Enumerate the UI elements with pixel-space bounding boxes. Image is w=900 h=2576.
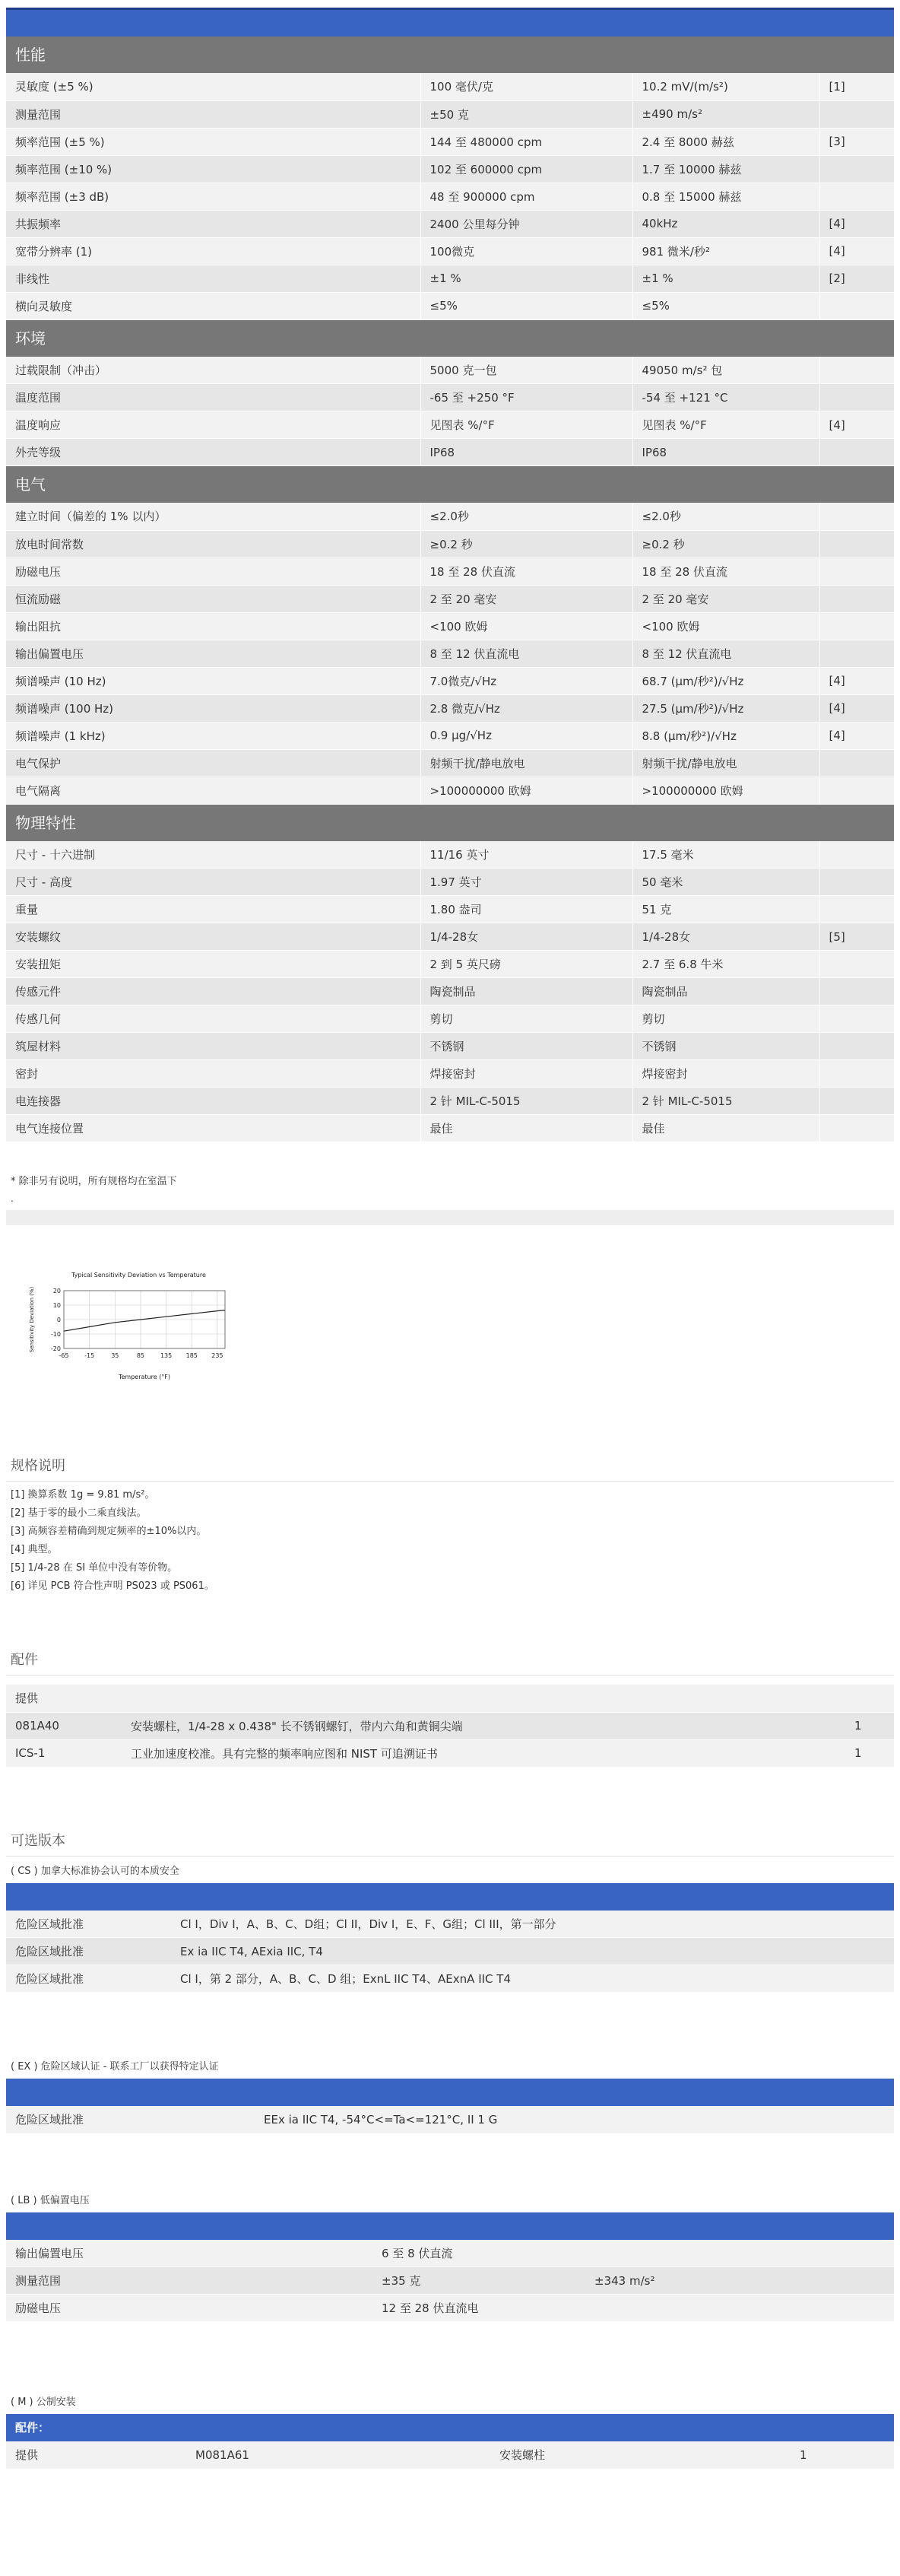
spec-row <box>6 183 894 210</box>
spec-cell: 10.2 mV/(m/s²) <box>632 73 819 100</box>
spec-cell: 最佳 <box>632 1115 819 1142</box>
spec-cell: 安装扭矩 <box>6 951 420 978</box>
spec-cell: 不锈钢 <box>632 1033 819 1060</box>
ex-cell: 危险区域批准 <box>6 2106 255 2133</box>
m-table <box>6 2441 894 2470</box>
spec-cell <box>819 155 894 183</box>
spec-cell <box>819 503 894 530</box>
chart-xtick-label: 135 <box>160 1352 173 1359</box>
spec-cell: 2 针 MIL-C-5015 <box>632 1088 819 1115</box>
ex-bar <box>6 2079 894 2106</box>
spec-row <box>6 384 894 411</box>
spec-cell: 不锈钢 <box>420 1033 632 1060</box>
spec-cell: ≤2.0秒 <box>420 503 632 530</box>
spec-cell: 安装螺纹 <box>6 923 420 951</box>
chart-ylabel: Sensitivity Deviation (%) <box>29 1286 35 1353</box>
spec-note-item: [3] 高频容差精确到规定频率的±10%以内。 <box>11 1526 207 1537</box>
cs-row <box>6 1911 894 1938</box>
section-header: 电气 <box>6 466 894 503</box>
spec-cell: 电气保护 <box>6 749 420 777</box>
spec-cell <box>819 1115 894 1142</box>
spec-cell: IP68 <box>632 439 819 466</box>
spec-cell: 68.7 (μm/秒²)/√Hz <box>632 667 819 694</box>
chart-ytick-label: -20 <box>50 1345 61 1352</box>
spec-cell: [1] <box>819 73 894 100</box>
lb-label: ( LB ) 低偏置电压 <box>11 2194 90 2206</box>
accessory-cell: 1 <box>845 1739 894 1767</box>
chart-ytick-label: 10 <box>52 1302 61 1309</box>
spec-cell: [4] <box>819 722 894 749</box>
spec-cell: 8 至 12 伏直流电 <box>420 640 632 667</box>
spec-note-item: [1] 換算系数 1g = 9.81 m/s²。 <box>11 1489 155 1501</box>
spec-cell <box>819 978 894 1005</box>
spec-note-item: [5] 1/4-28 在 SI 单位中没有等价物。 <box>11 1562 178 1574</box>
spec-cell: 2400 公里每分钟 <box>420 210 632 237</box>
section-header: 物理特性 <box>6 805 894 841</box>
spec-cell: 陶瓷制品 <box>420 978 632 1005</box>
spec-row <box>6 896 894 923</box>
spec-cell: 7.0微克/√Hz <box>420 667 632 694</box>
spec-cell: 传感元件 <box>6 978 420 1005</box>
spec-cell: 2 到 5 英尺磅 <box>420 951 632 978</box>
spec-cell: [4] <box>819 237 894 265</box>
spec-cell: 灵敏度 (±5 %) <box>6 73 420 100</box>
spec-cell: 1.7 至 10000 赫兹 <box>632 155 819 183</box>
spec-cell: 50 毫米 <box>632 869 819 896</box>
chart-svg <box>20 1268 240 1382</box>
spec-cell: 102 至 600000 cpm <box>420 155 632 183</box>
accessories-header-row <box>6 1685 894 1712</box>
spec-cell: 频谱噪声 (100 Hz) <box>6 694 420 722</box>
spec-cell <box>819 585 894 612</box>
spec-cell: 宽带分辨率 (1) <box>6 237 420 265</box>
spec-cell: 2 至 20 毫安 <box>632 585 819 612</box>
cs-label: ( CS ) 加拿大标准协会认可的本质安全 <box>11 1865 179 1877</box>
section-table <box>6 73 894 320</box>
spec-cell: 焊接密封 <box>420 1060 632 1088</box>
accessories-table <box>6 1685 894 1768</box>
spec-cell: >100000000 欧姆 <box>420 777 632 804</box>
spec-cell: 0.8 至 15000 赫兹 <box>632 183 819 210</box>
ex-row <box>6 2106 894 2133</box>
m-label: ( M ) 公制安装 <box>11 2397 76 2408</box>
spec-cell: ±1 % <box>420 265 632 292</box>
spec-cell <box>819 357 894 384</box>
spec-cell: 18 至 28 伏直流 <box>632 557 819 585</box>
spec-cell <box>819 530 894 557</box>
ex-table <box>6 2106 894 2134</box>
spec-cell: 频谱噪声 (10 Hz) <box>6 667 420 694</box>
cs-cell: 危险区域批准 <box>6 1965 171 1993</box>
ex-cell: EEx ia IIC T4, -54°C<=Ta<=121°C, II 1 G <box>255 2106 894 2133</box>
spec-cell: 电气隔离 <box>6 777 420 804</box>
spec-cell: 见图表 %/°F <box>632 411 819 439</box>
spec-note-item: [2] 基于零的最小二乘直线法。 <box>11 1507 147 1519</box>
options-rule <box>6 1856 894 1857</box>
spec-cell: 40kHz <box>632 210 819 237</box>
spec-row <box>6 777 894 804</box>
chart-ytick-label: 20 <box>52 1288 61 1294</box>
spec-cell: 1.97 英寸 <box>420 869 632 896</box>
spec-cell: 重量 <box>6 896 420 923</box>
lb-table <box>6 2240 894 2323</box>
spec-row <box>6 694 894 722</box>
spec-row <box>6 100 894 128</box>
spec-row <box>6 1060 894 1088</box>
spec-row <box>6 411 894 439</box>
spec-cell <box>819 777 894 804</box>
spec-cell: 2.7 至 6.8 牛米 <box>632 951 819 978</box>
spec-cell: [4] <box>819 411 894 439</box>
spec-cell: <100 欧姆 <box>420 612 632 640</box>
spec-cell <box>819 384 894 411</box>
accessory-cell: 安装螺柱，1/4-28 x 0.438" 长不锈钢螺钉，带内六角和黄铜尖端 <box>122 1712 845 1739</box>
spec-row <box>6 1005 894 1033</box>
spec-row <box>6 292 894 319</box>
spec-cell <box>819 292 894 319</box>
spec-row <box>6 357 894 384</box>
spec-cell <box>819 896 894 923</box>
divider-bar <box>6 1210 894 1225</box>
spec-cell: 温度范围 <box>6 384 420 411</box>
spec-row <box>6 869 894 896</box>
spec-cell: 电气连接位置 <box>6 1115 420 1142</box>
cs-cell: Cl I，Div I，A、B、C、D组；Cl II，Div I，E、F、G组；Cl III，第一部分 <box>171 1911 894 1938</box>
cs-cell: 危险区域批准 <box>6 1938 171 1965</box>
lb-cell <box>585 2240 894 2267</box>
m-cell-1: 提供 <box>6 2441 186 2469</box>
spec-cell: 17.5 毫米 <box>632 841 819 869</box>
spec-cell <box>819 100 894 128</box>
spec-cell: 144 至 480000 cpm <box>420 128 632 155</box>
cs-row <box>6 1938 894 1965</box>
spec-cell: 过载限制（冲击） <box>6 357 420 384</box>
spec-cell: 27.5 (μm/秒²)/√Hz <box>632 694 819 722</box>
spec-row <box>6 503 894 530</box>
spec-row <box>6 73 894 100</box>
spec-row <box>6 557 894 585</box>
spec-cell: 输出偏置电压 <box>6 640 420 667</box>
spec-cell: 密封 <box>6 1060 420 1088</box>
chart-ytick-label: -10 <box>50 1331 61 1338</box>
spec-cell: 48 至 900000 cpm <box>420 183 632 210</box>
spec-cell: [4] <box>819 694 894 722</box>
spec-cell: 剪切 <box>632 1005 819 1033</box>
spec-cell: ≤5% <box>632 292 819 319</box>
spec-cell <box>819 869 894 896</box>
spec-cell <box>819 951 894 978</box>
separator-dot: . <box>11 1193 14 1204</box>
chart-xtick-label: 185 <box>185 1352 198 1359</box>
lb-row <box>6 2240 894 2267</box>
spec-table <box>6 37 894 1142</box>
chart-xtick-label: -15 <box>84 1352 95 1359</box>
spec-cell: 共振频率 <box>6 210 420 237</box>
spec-row <box>6 237 894 265</box>
spec-cell: 18 至 28 伏直流 <box>420 557 632 585</box>
spec-cell: ±1 % <box>632 265 819 292</box>
spec-cell: ≥0.2 秒 <box>632 530 819 557</box>
spec-cell: 2.8 微克/√Hz <box>420 694 632 722</box>
lb-cell: ±343 m/s² <box>585 2267 894 2295</box>
spec-cell: 100微克 <box>420 237 632 265</box>
spec-cell: 焊接密封 <box>632 1060 819 1088</box>
accessory-row <box>6 1712 894 1739</box>
spec-cell: 频率范围 (±10 %) <box>6 155 420 183</box>
spec-cell: 温度响应 <box>6 411 420 439</box>
spec-cell: 8 至 12 伏直流电 <box>632 640 819 667</box>
spec-cell: 2 至 20 毫安 <box>420 585 632 612</box>
spec-row <box>6 612 894 640</box>
m-row <box>6 2441 894 2469</box>
spec-notes-list <box>6 1486 894 1596</box>
accessories-header: 提供 <box>6 1685 894 1712</box>
spec-cell <box>819 841 894 869</box>
spec-row <box>6 265 894 292</box>
spec-row <box>6 749 894 777</box>
spec-cell: 2 针 MIL-C-5015 <box>420 1088 632 1115</box>
spec-cell: 频率范围 (±5 %) <box>6 128 420 155</box>
m-bar: 配件： <box>6 2414 894 2441</box>
lb-row <box>6 2267 894 2295</box>
spec-cell: 1.80 盎司 <box>420 896 632 923</box>
spec-cell: 传感几何 <box>6 1005 420 1033</box>
spec-cell: 筑屋材料 <box>6 1033 420 1060</box>
spec-cell: 8.8 (μm/秒²)/√Hz <box>632 722 819 749</box>
chart-xtick-label: 85 <box>136 1352 145 1359</box>
spec-cell <box>819 557 894 585</box>
spec-cell: 测量范围 <box>6 100 420 128</box>
chart-series-line <box>64 1310 225 1332</box>
m-cell-4: 1 <box>791 2441 894 2469</box>
chart-xtick-label: -65 <box>59 1352 69 1359</box>
spec-cell: IP68 <box>420 439 632 466</box>
spec-cell: 49050 m/s² 包 <box>632 357 819 384</box>
accessories-rule <box>6 1675 894 1676</box>
spec-cell: 100 毫伏/克 <box>420 73 632 100</box>
lb-cell: 输出偏置电压 <box>6 2240 372 2267</box>
spec-note-item: [6] 详见 PCB 符合性声明 PS023 或 PS061。 <box>11 1580 214 1592</box>
spec-cell: 尺寸 - 高度 <box>6 869 420 896</box>
chart-xlabel: Temperature (°F) <box>118 1374 171 1380</box>
spec-cell <box>819 183 894 210</box>
spec-notes-title: 规格说明 <box>11 1458 65 1474</box>
spec-row <box>6 951 894 978</box>
spec-cell: ≤2.0秒 <box>632 503 819 530</box>
options-title: 可选版本 <box>11 1832 65 1849</box>
lb-cell <box>585 2295 894 2322</box>
spec-cell: 励磁电压 <box>6 557 420 585</box>
spec-row <box>6 585 894 612</box>
spec-row <box>6 841 894 869</box>
room-temp-note: * 除非另有说明，所有规格均在室温下 <box>11 1176 177 1187</box>
spec-cell: 外壳等级 <box>6 439 420 466</box>
spec-cell: 建立时间（偏差的 1% 以内） <box>6 503 420 530</box>
spec-cell: 电连接器 <box>6 1088 420 1115</box>
m-cell-3: 安装螺柱 <box>490 2441 791 2469</box>
spec-cell: ±490 m/s² <box>632 100 819 128</box>
spec-cell: ±50 克 <box>420 100 632 128</box>
chart-title: Typical Sensitivity Deviation vs Temperature <box>71 1272 206 1278</box>
spec-cell: 1/4-28女 <box>420 923 632 951</box>
spec-cell: 最佳 <box>420 1115 632 1142</box>
spec-row <box>6 128 894 155</box>
spec-cell: 输出阻抗 <box>6 612 420 640</box>
lb-cell: 测量范围 <box>6 2267 372 2295</box>
spec-cell: 1/4-28女 <box>632 923 819 951</box>
spec-row <box>6 722 894 749</box>
spec-cell: 放电时间常数 <box>6 530 420 557</box>
section-table <box>6 841 894 1143</box>
spec-notes-rule <box>6 1481 894 1482</box>
spec-row <box>6 155 894 183</box>
spec-cell: [2] <box>819 265 894 292</box>
spec-cell: 非线性 <box>6 265 420 292</box>
cs-table <box>6 1911 894 1993</box>
spec-row <box>6 1115 894 1142</box>
accessories-title: 配件 <box>11 1652 38 1668</box>
cs-cell: Cl I，第 2 部分，A、B、C、D 组；ExnL IIC T4、AExnA IIC T4 <box>171 1965 894 1993</box>
chart-ytick-label: 0 <box>56 1317 61 1323</box>
spec-cell: 2.4 至 8000 赫兹 <box>632 128 819 155</box>
spec-row <box>6 923 894 951</box>
spec-cell: 5000 克一包 <box>420 357 632 384</box>
spec-cell: 0.9 μg/√Hz <box>420 722 632 749</box>
spec-cell: ≤5% <box>420 292 632 319</box>
spec-row <box>6 667 894 694</box>
spec-row <box>6 1088 894 1115</box>
spec-cell: -54 至 +121 °C <box>632 384 819 411</box>
spec-cell: 981 微米/秒² <box>632 237 819 265</box>
lb-cell: ±35 克 <box>372 2267 585 2295</box>
ex-label: ( EX ) 危险区域认证 - 联系工厂以获得特定认证 <box>11 2061 219 2073</box>
m-cell-2: M081A61 <box>186 2441 490 2469</box>
spec-cell: -65 至 +250 °F <box>420 384 632 411</box>
section-table <box>6 357 894 467</box>
accessory-cell: 1 <box>845 1712 894 1739</box>
spec-cell: 见图表 %/°F <box>420 411 632 439</box>
spec-cell: <100 欧姆 <box>632 612 819 640</box>
spec-cell: 陶瓷制品 <box>632 978 819 1005</box>
spec-cell <box>819 640 894 667</box>
cs-row <box>6 1965 894 1993</box>
lb-cell: 6 至 8 伏直流 <box>372 2240 585 2267</box>
chart-xtick-label: 235 <box>211 1352 223 1359</box>
spec-cell: 剪切 <box>420 1005 632 1033</box>
spec-cell: 频谱噪声 (1 kHz) <box>6 722 420 749</box>
spec-cell: [4] <box>819 210 894 237</box>
spec-cell: 射频干扰/静电放电 <box>632 749 819 777</box>
chart-xtick-label: 35 <box>111 1352 119 1359</box>
lb-cell: 12 至 28 伏直流电 <box>372 2295 585 2322</box>
spec-cell <box>819 1088 894 1115</box>
spec-cell <box>819 612 894 640</box>
spec-cell: ≥0.2 秒 <box>420 530 632 557</box>
spec-cell: 横向灵敏度 <box>6 292 420 319</box>
spec-cell: 11/16 英寸 <box>420 841 632 869</box>
spec-row <box>6 978 894 1005</box>
spec-cell: 51 克 <box>632 896 819 923</box>
spec-cell <box>819 439 894 466</box>
lb-row <box>6 2295 894 2322</box>
spec-cell: [4] <box>819 667 894 694</box>
cs-bar <box>6 1883 894 1911</box>
accessory-cell: 081A40 <box>6 1712 122 1739</box>
spec-note-item: [4] 典型。 <box>11 1544 58 1555</box>
spec-row <box>6 640 894 667</box>
spec-cell: 射频干扰/静电放电 <box>420 749 632 777</box>
lb-cell: 励磁电压 <box>6 2295 372 2322</box>
spec-cell: [5] <box>819 923 894 951</box>
spec-cell: 尺寸 - 十六进制 <box>6 841 420 869</box>
section-table <box>6 503 894 805</box>
accessory-row <box>6 1739 894 1767</box>
spec-cell <box>819 1005 894 1033</box>
top-banner <box>6 8 894 37</box>
sensitivity-chart <box>20 1268 240 1382</box>
spec-cell: 频率范围 (±3 dB) <box>6 183 420 210</box>
accessory-cell: 工业加速度校准。具有完整的频率响应图和 NIST 可追溯证书 <box>122 1739 845 1767</box>
section-header: 环境 <box>6 320 894 357</box>
accessory-cell: ICS-1 <box>6 1739 122 1767</box>
spec-row <box>6 210 894 237</box>
spec-row <box>6 439 894 466</box>
spec-cell: [3] <box>819 128 894 155</box>
cs-cell: 危险区域批准 <box>6 1911 171 1938</box>
spec-cell <box>819 749 894 777</box>
cs-cell: Ex ia IIC T4, AExia IIC, T4 <box>171 1938 894 1965</box>
spec-row <box>6 1033 894 1060</box>
spec-cell <box>819 1033 894 1060</box>
section-header: 性能 <box>6 37 894 73</box>
lb-bar <box>6 2212 894 2240</box>
spec-cell: >100000000 欧姆 <box>632 777 819 804</box>
spec-row <box>6 530 894 557</box>
spec-cell: 恒流励磁 <box>6 585 420 612</box>
spec-cell <box>819 1060 894 1088</box>
